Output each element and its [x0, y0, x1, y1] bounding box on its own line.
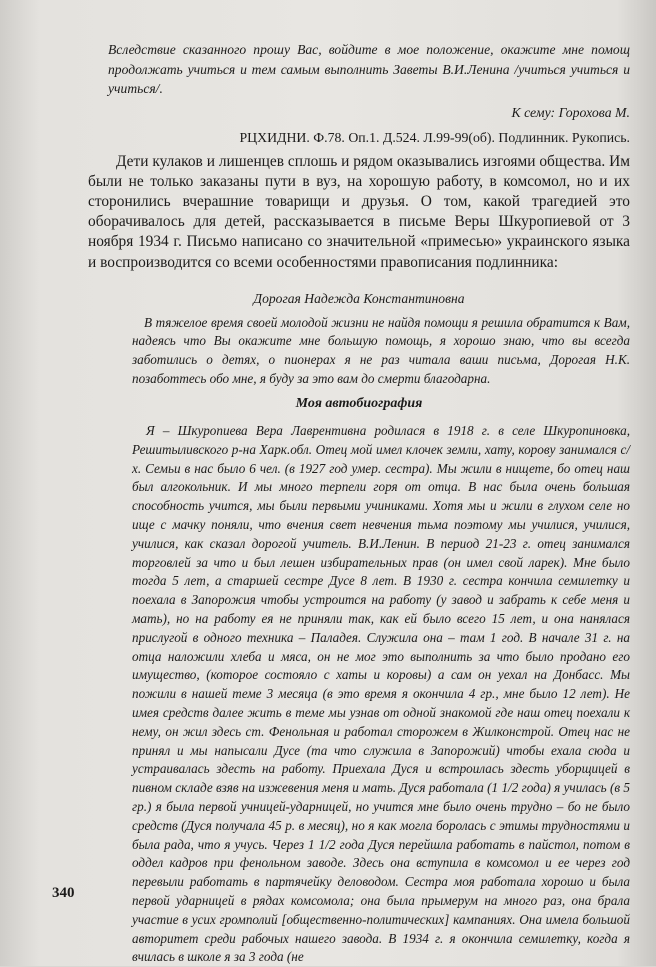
autobiography-body: Я – Шкуропиева Вера Лаврентивна родилася в 1918 г. в селе Шкуропиновка, Решитыливского р-на Харк.обл. Отец мой имел клочек земли, хату, корову занимался с/х. Семьи в нас было 6 чел. (в 1927 год умер. сестра). Мы жили в нищете, бо отец наш был алгокольник. И мы много терпели горя от отца. В нас была очень большая способность учится, мы были первыми учиниками. Хотя мы и жили в глухом селе но ище с мачку поняли, что вчения свет невчения тьма поэтому мы училися, училися, училися, как сказал дорогой учитель. В.И.Ленин. В период 21-23 г. отец занимался торговлей за что и был лешен избирательных прав (он имел свой ларек). Мне было тогда 5 лет, а старшей сестре Дусе 8 лет. В 1930 г. сестра кончила семилетку и поехала в Запорожия чтобы устроится на работу (у завод и забрать к себе меня и мать), но на работу ея не приняли так, как ей было всего 15 лет, и она нанялася прислугой в одного техника – Паладея. Служила она – там 1 год. В начале 31 г. на отца наложили хлеба и мяса, он не мог это выполнить за что было продано его имущество, (которое состояло с хаты и коровы) а сам он уехал на Донбасс. Мы пожили в нашей теме 3 месяца (в это время я окончила 4 гр., мне было 12 лет). Не имея средств далее жить в теме мы узнав от одной знакомой где наш отец поехали к нему, он жил здесь ст. Фенольная и работал сторожем в Жилконстрой. Отец нас не принял и мы напысали Дусе (та что служила в Запорожий) чтобы ехала сюда и устраивалась здесть на работу. Приехала Дуся и встроилась здесть уборщицей в пивном складе взяв на изжевения меня и мать. Дуся работала (1 1/2 года) я училась (в 5 гр.) я была первой учницей-ударницей, но учится мне было очень трудно – бо не было средств (Дуся получала 45 р. в месяц), но я как могла боролась с этимы трудностями и была рада, что я учусь. Через 1 1/2 года Дуся перейшла работать в пайстол, потом в оддел кадров при фенольном заводе. Здесь она вступила в комсомол и ее через год перевыли работать в партячейку деловодом. Сестра моя работала хорошо и была первой ударницей в рядах комсомола; она была прымерум на много раз, она брала участие в усих громполий [общественно-политических] кампаниях. Она имела большой авторитет среди рабочых нашего завода. В 1934 г. я окончила семилетку, когда я вчилась в школе я за 3 года (не	[132, 423, 630, 965]
letter-body: В тяжелое время своей молодой жизни не найдя помощи я решила обратится к Вам, надеясь что Вы окажите мне большую помощь, я хорошо знаю, что вы всегда заботились о детях, о пионерах я не раз читала ваши письма, Дорогая Н.К. позаботтесь обо мне, я буду за это вам до смерти благодарна.	[132, 314, 630, 386]
signature-line: К сему: Горохова М.	[511, 104, 630, 120]
page-content	[88, 40, 630, 967]
autobiography-heading: Моя автобиография	[295, 396, 423, 412]
archive-reference: РЦХИДНИ. Ф.78. Оп.1. Д.524. Л.99-99(об). Подлинник. Рукопись.	[239, 129, 630, 145]
petition-text: Вследствие сказанного прошу Вас, войдите в мое положение, окажите мне помощ продолжать учиться и тем самым выполнить Заветы В.И.Ленина /учиться учиться и учиться/.	[108, 42, 630, 96]
letter-salutation: Дорогая Надежда Константиновна	[253, 290, 465, 306]
page-number: 340	[52, 885, 75, 901]
main-paragraph: Дети кулаков и лишенцев сплошь и рядом оказывались изгоями общества. Им были не только заказаны пути в вуз, на хорошую работу, в комсомол, но и их сторонились вчерашние товарищи и друзья. О том, какой трагедией это оборачивалось для детей, рассказывается в письме Веры Шкуропиевой от 3 ноября 1934 г. Письмо написано со значительной «примесью» украинского языка и воспроизводится со всеми особенностями правописания подлинника:	[88, 152, 630, 271]
